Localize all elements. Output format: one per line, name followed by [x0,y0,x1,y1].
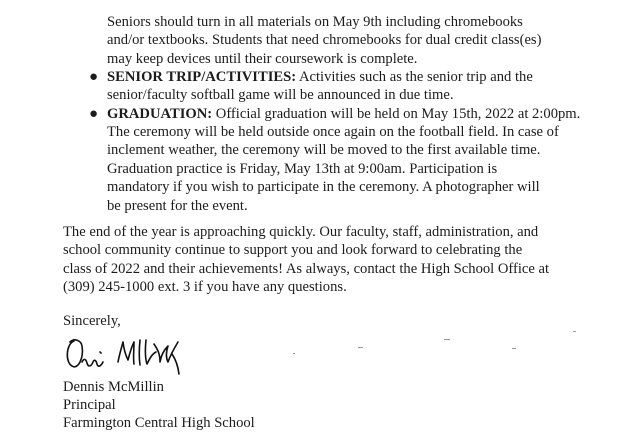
scan-mark [358,347,363,348]
scan-mark [444,339,450,340]
salutation: Sincerely, [63,313,121,329]
bullet-graduation [107,105,580,123]
bullet-senior-trip-continuation: senior/faculty softball game will be announced in due time. [107,87,454,103]
bullet-point: ● [89,106,99,122]
bullet-heading: SENIOR TRIP/ACTIVITIES: [107,69,297,85]
scan-mark [293,353,295,354]
bullet-point: ● [89,69,99,85]
handwritten-signature [60,332,190,376]
signer-name: Dennis McMillin [63,379,164,395]
bullet-senior-trip [107,68,533,86]
scan-mark [573,331,576,332]
signer-title: Principal [63,397,116,413]
signer-school: Farmington Central High School [63,415,255,431]
bullet-heading: GRADUATION: [107,106,213,122]
continuation-text: Seniors should turn in all materials on May 9th including chromebooks and/or textbooks. Students that need chromebooks for dual credit class(es) may keep devices until their coursework is complete. [107,14,542,67]
closing-paragraph: The end of the year is approaching quickly. Our faculty, staff, administration, and school community continue to support you and look forward to celebrating the class of 2022 and their achievements! As always, contact the High School Office at (309) 245-1000 ext. 3 if you have any questions. [63,224,550,296]
bullet-text: Official graduation will be held on May 15th, 2022 at 2:00pm. [212,106,581,122]
bullet-text: Activities such as the senior trip and the [296,69,533,85]
scan-mark [512,348,516,349]
bullet-graduation-continuation: The ceremony will be held outside once again on the football field. In case of inclement weather, the ceremony will be moved to the first available time. Graduation practice is Friday, May 13th at 9:00am. Participation is mandatory if you wish to participate in the ceremony. A photographer will be present for the event. [107,124,559,214]
